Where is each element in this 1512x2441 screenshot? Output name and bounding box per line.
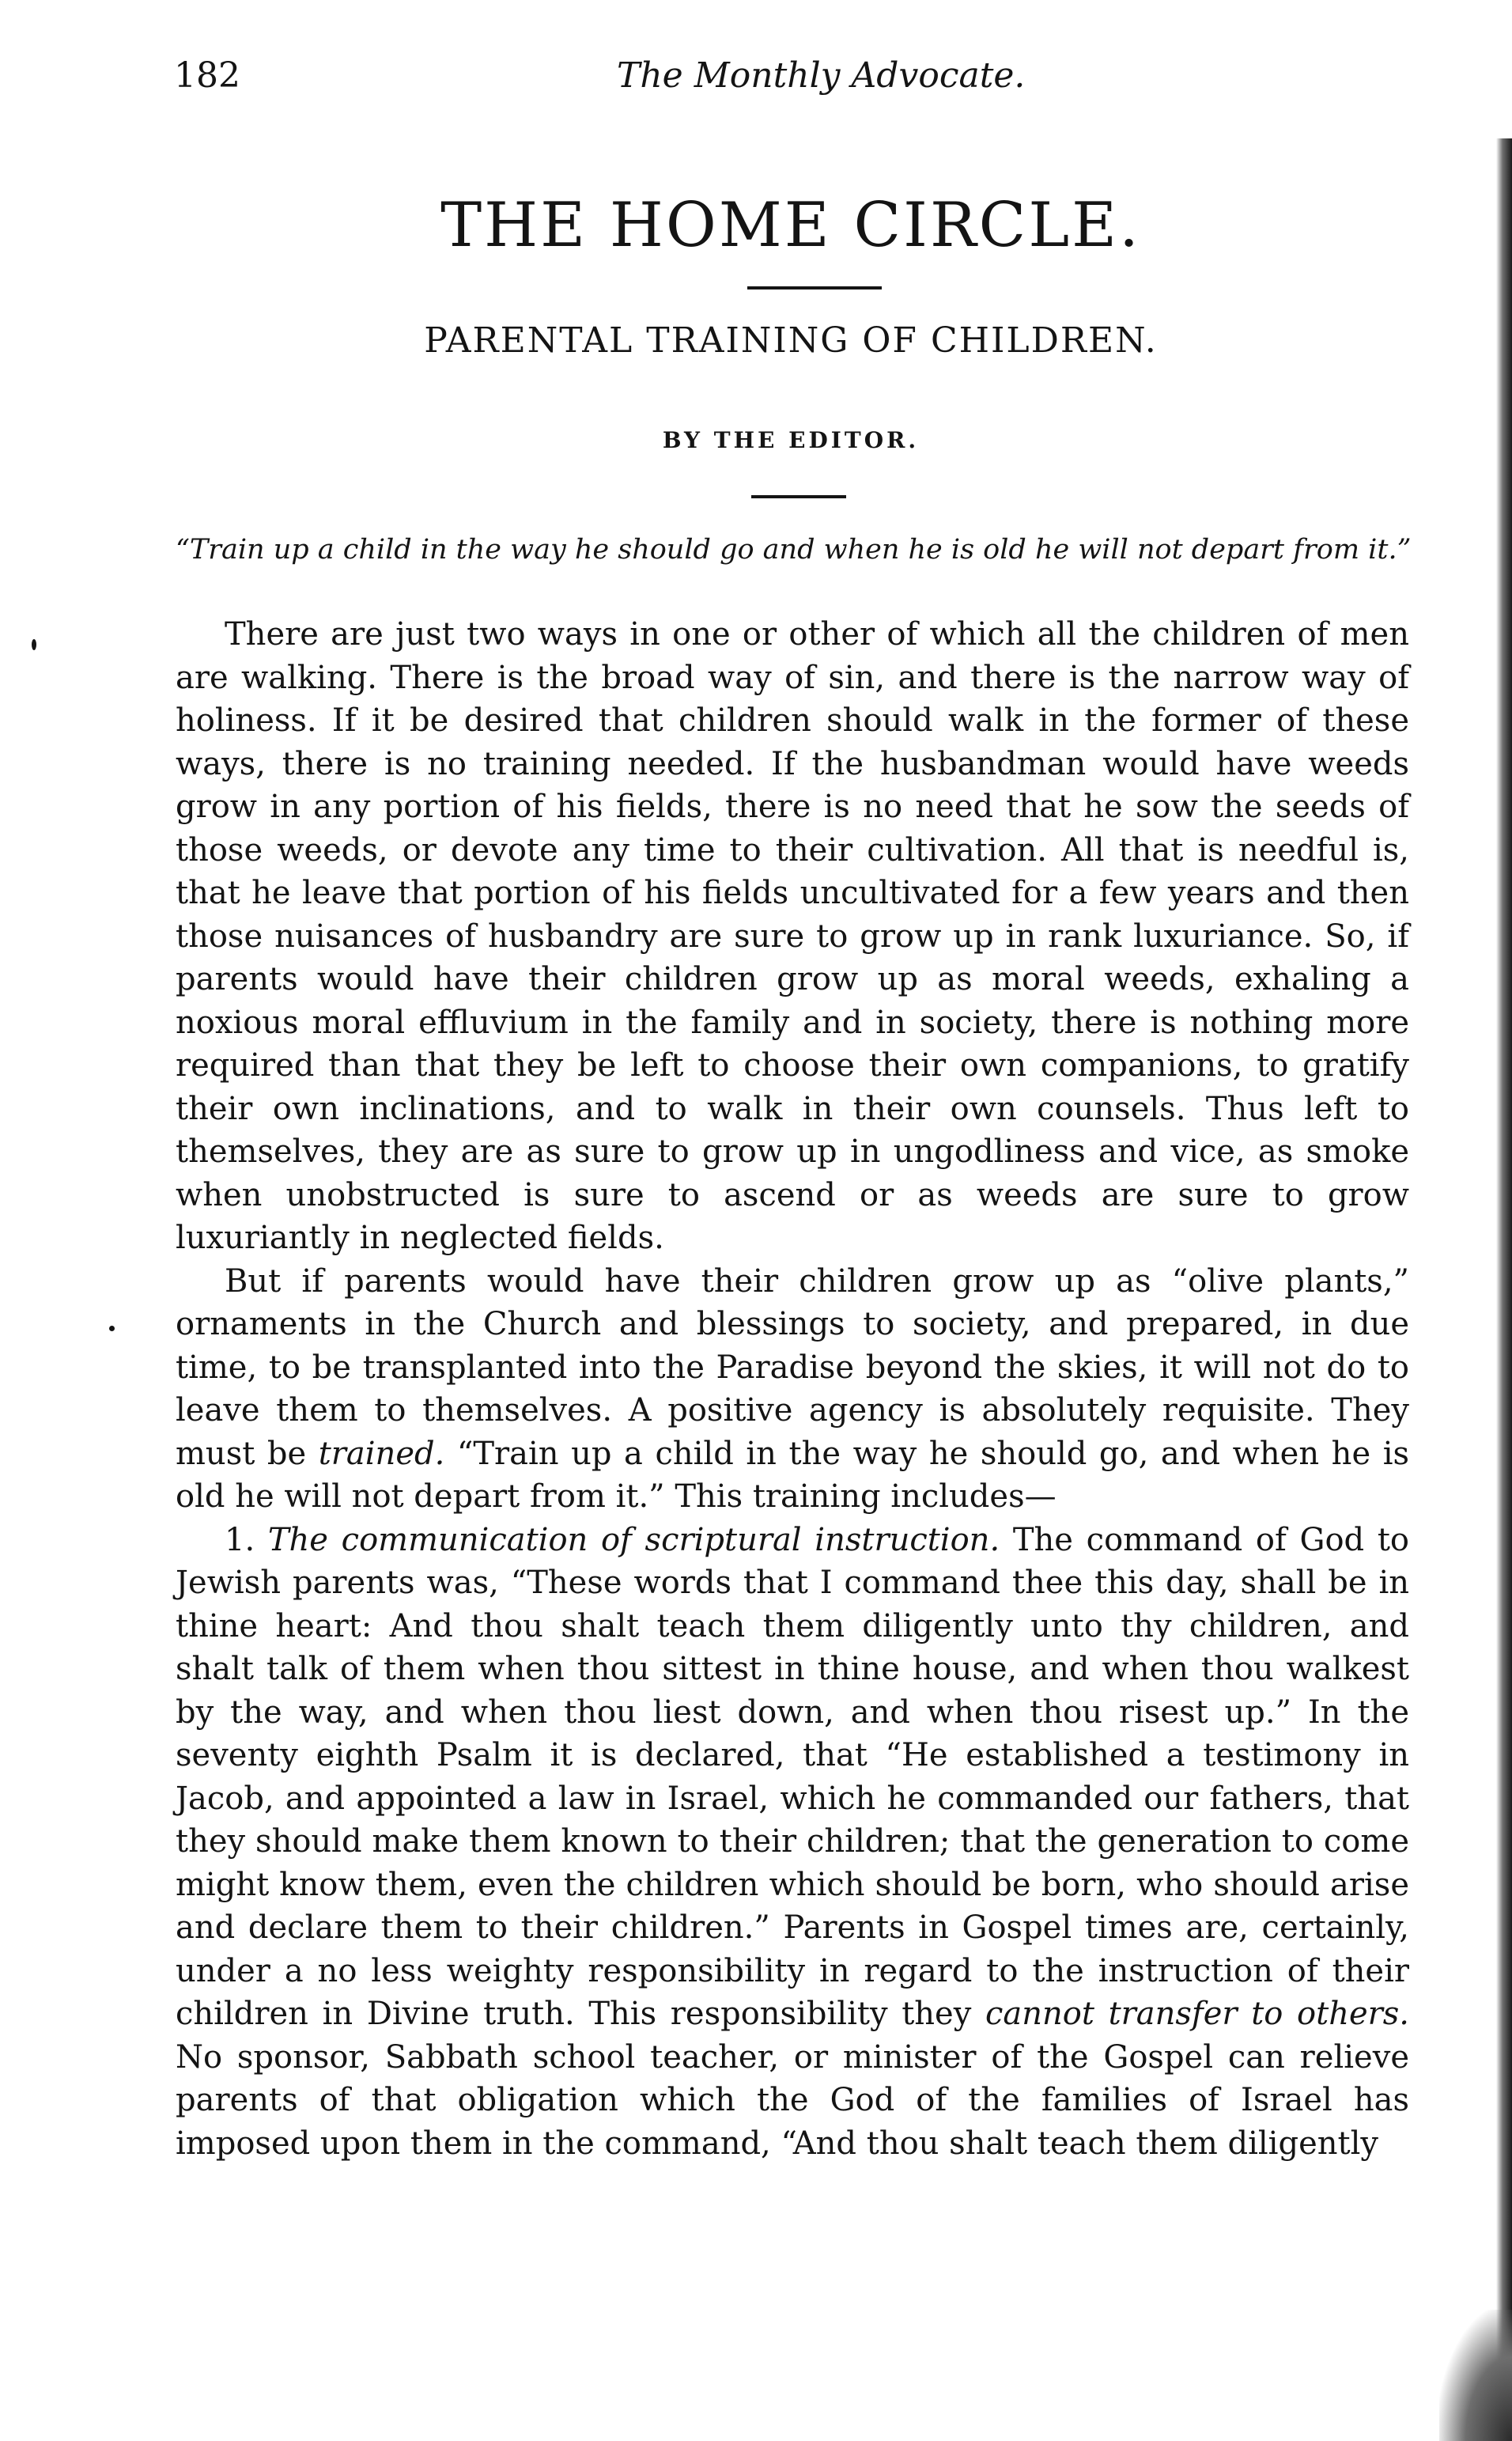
- article-body: [176, 613, 1409, 2165]
- byline-divider: [751, 495, 846, 498]
- paragraph-3-text-a: The command of God to Jewish parents was, “These words that I command thee this day, shall be in thine heart: And thou shalt teach them diligently unto thy children, and shalt talk of them when thou sittest in thine house, and when thou walkest by the way, and when thou liest down, and when thou risest up.” In the seventy eighth Psalm it is declared, that “He established a testimony in Jacob, and appointed a law in Israel, which he commanded our fathers, that they should make them known to their children; that the generation to come might know them, even the children which should be born, who should arise and declare them to their children.” Parents in Gospel times are, certainly, under a no less weighty responsibility in regard to the instruction of their children in Divine truth. This responsibility they: [176, 1521, 1409, 2032]
- margin-speck: [109, 1326, 115, 1331]
- paragraph-2-text-a: But if parents would have their children grow up as “olive plants,” ornaments in the Church and blessings to society, and prepared, in due time, to be transplanted into the Paradise beyond the skies, it will not do to leave them to themselves. A positive agency is absolutely requisite. They must be: [176, 1262, 1409, 1472]
- article-title: PARENTAL TRAINING OF CHILDREN.: [424, 320, 1158, 361]
- paragraph-3-text-b: No sponsor, Sabbath school teacher, or minister of the Gospel can relieve parents of that obligation which the God of the families of Israel has imposed upon them in the command, “And thou shalt teach them diligently: [176, 2038, 1409, 2162]
- paragraph-3-number: 1.: [225, 1521, 268, 1558]
- paragraph-3: [176, 1519, 1409, 2166]
- epigraph-quote: “Train up a child in the way he should go and when he is old he will not depart from it.”: [176, 534, 1412, 566]
- page-binding-edge: [1496, 138, 1512, 2441]
- paragraph-1: There are just two ways in one or other of which all the children of men are walking. There is the broad way of sin, and there is the narrow way of holiness. If it be desired that children should walk in the former of these ways, there is no training needed. If the husbandman would have weeds grow in any portion of his fields, there is no need that he sow the seeds of those weeds, or devote any time to their cultivation. All that is needful is, that he leave that portion of his fields uncultivated for a few years and then those nuisances of husbandry are sure to grow up in rank luxuriance. So, if parents would have their children grow up as moral weeds, exhaling a noxious moral effluvium in the family and in society, there is nothing more required than that they be left to choose their own companions, to gratify their own inclinations, and to walk in their own counsels. Thus left to themselves, they are as sure to grow up in ungodliness and vice, as smoke when unobstructed is sure to ascend or as weeds are sure to grow luxuriantly in neglected fields.: [176, 616, 1409, 1256]
- paragraph-2-emphasis: trained.: [318, 1435, 445, 1472]
- margin-speck: [32, 639, 36, 650]
- article-byline: BY THE EDITOR.: [662, 427, 920, 453]
- paragraph-2-text-b: “Train up a child in the way he should go, and when he is old he will not depart from it.” This training includes—: [176, 1435, 1410, 1515]
- scan-corner-smudge: [1439, 2310, 1512, 2441]
- running-title: The Monthly Advocate.: [617, 55, 1026, 96]
- paragraph-2: [176, 1260, 1409, 1519]
- paragraph-3-emphasis: cannot transfer to others.: [985, 1996, 1409, 2032]
- paragraph-3-heading: The communication of scriptural instruction.: [267, 1521, 1000, 1558]
- page-header: [174, 55, 1392, 119]
- page-number: 182: [174, 55, 240, 96]
- title-divider: [747, 286, 882, 290]
- section-title: THE HOME CIRCLE.: [440, 190, 1141, 261]
